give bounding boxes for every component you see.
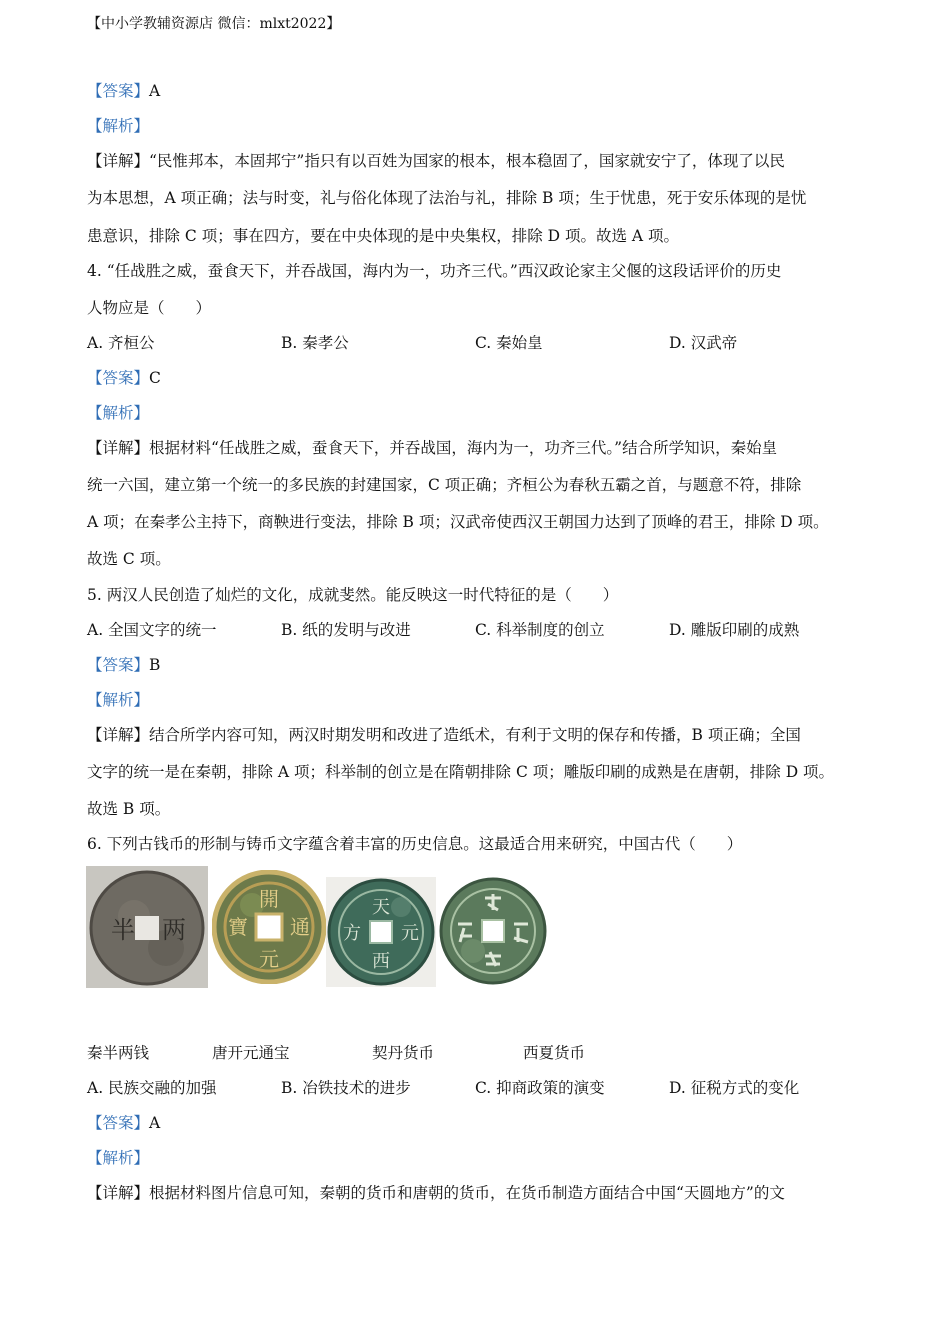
q4-analysis-tag: 【解析】	[87, 404, 150, 422]
q3-detail-line: 为本思想，A 项正确；法与时变，礼与俗化体现了法治与礼，排除 B 项；生于忧患，死于安乐体现的是忧	[87, 189, 807, 207]
q5-detail-line: 故选 B 项。	[87, 800, 171, 818]
q6-detail-line: 【详解】根据材料图片信息可知，秦朝的货币和唐朝的货币，在货币制造方面结合中国“天圆地方”的文	[87, 1184, 785, 1202]
q3-analysis-tag: 【解析】	[87, 117, 150, 135]
answer-value: A	[149, 1114, 161, 1132]
q5-analysis-tag: 【解析】	[87, 691, 150, 709]
coin-char: 元	[401, 923, 419, 944]
coin-char: 開	[259, 887, 279, 911]
coin-char: 天	[372, 897, 390, 918]
q5-detail-line: 【详解】结合所学内容可知，两汉时期发明和改进了造纸术，有利于文明的保存和传播，B 项正确；全国	[87, 726, 801, 744]
coin-image-xixia	[438, 876, 548, 986]
coin-caption: 唐开元通宝	[212, 1044, 290, 1062]
q3-answer	[87, 81, 160, 101]
q6-analysis-tag: 【解析】	[87, 1149, 150, 1167]
q4-detail-line: 故选 C 项。	[87, 550, 171, 568]
q4-stem-line: 人物应是（ ）	[87, 299, 212, 317]
coin-char: 两	[162, 916, 186, 944]
answer-tag: 【答案】	[87, 656, 150, 674]
option-d: D. 雕版印刷的成熟	[669, 621, 800, 639]
answer-tag: 【答案】	[87, 82, 150, 100]
option-c: C. 科举制度的创立	[475, 621, 605, 639]
q6-answer	[87, 1113, 160, 1133]
q3-detail-line: 患意识，排除 C 项；事在四方，要在中央体现的是中央集权，排除 D 项。故选 A 项。	[87, 227, 680, 245]
option-b: B. 秦孝公	[281, 334, 349, 352]
page-header: 【中小学教辅资源店 微信：mlxt2022】	[87, 16, 341, 32]
option-a: A. 民族交融的加强	[87, 1079, 217, 1097]
option-a: A. 齐桓公	[87, 334, 155, 352]
coin-char: 半	[111, 916, 135, 944]
q4-detail-line: 【详解】根据材料“任战胜之威，蚕食天下，并吞战国，海内为一，功齐三代。”结合所学知识，秦始皇	[87, 439, 778, 457]
coin-image-khitan	[326, 877, 436, 987]
coin-kaiyuan-icon	[212, 870, 326, 984]
coin-caption: 西夏货币	[523, 1044, 586, 1062]
q3-detail-line: 【详解】“民惟邦本，本固邦宁”指只有以百姓为国家的根本，根本稳固了，国家就安宁了，体现了以民	[87, 152, 785, 170]
coin-khitan-icon	[326, 877, 436, 987]
option-a: A. 全国文字的统一	[87, 621, 217, 639]
q5-stem-line: 5. 两汉人民创造了灿烂的文化，成就斐然。能反映这一时代特征的是（ ）	[87, 586, 619, 604]
q5-detail-line: 文字的统一是在秦朝，排除 A 项；科举制的创立是在隋朝排除 C 项；雕版印刷的成熟是在唐朝，排除 D 项。	[87, 763, 835, 781]
answer-tag: 【答案】	[87, 369, 150, 387]
coin-xixia-icon	[438, 876, 548, 986]
coin-char: 元	[259, 947, 279, 971]
option-b: B. 冶铁技术的进步	[281, 1079, 411, 1097]
coin-caption: 秦半两钱	[87, 1044, 150, 1062]
answer-value: C	[149, 369, 161, 387]
q6-stem-line: 6. 下列古钱币的形制与铸币文字蕴含着丰富的历史信息。这最适合用来研究，中国古代（ ）	[87, 835, 743, 853]
answer-value: B	[149, 656, 161, 674]
q4-answer	[87, 368, 161, 388]
option-c: C. 抑商政策的演变	[475, 1079, 605, 1097]
coin-caption: 契丹货币	[372, 1044, 435, 1062]
option-d: D. 征税方式的变化	[669, 1079, 800, 1097]
coin-image-kaiyuan	[212, 870, 326, 984]
q5-answer	[87, 655, 160, 675]
answer-value: A	[149, 82, 161, 100]
answer-tag: 【答案】	[87, 1114, 150, 1132]
option-c: C. 秦始皇	[475, 334, 543, 352]
coin-char: 寶	[228, 915, 248, 939]
coin-char: 方	[343, 923, 361, 944]
q4-stem-line: 4. “任战胜之威，蚕食天下，并吞战国，海内为一，功齐三代。”西汉政论家主父偃的这段话评价的历史	[87, 262, 782, 280]
coin-image-qin-banliang	[86, 866, 208, 988]
option-b: B. 纸的发明与改进	[281, 621, 411, 639]
coin-char: 西	[372, 951, 390, 972]
q4-detail-line: 统一六国，建立第一个统一的多民族的封建国家，C 项正确；齐桓公为春秋五霸之首，与题意不符，排除	[87, 476, 802, 494]
option-d: D. 汉武帝	[669, 334, 738, 352]
q4-detail-line: A 项；在秦孝公主持下，商鞅进行变法，排除 B 项；汉武帝使西汉王朝国力达到了顶峰的君王，排除 D 项。	[87, 513, 829, 531]
coin-qin-banliang-icon	[86, 866, 208, 988]
coin-char: 通	[290, 915, 310, 939]
